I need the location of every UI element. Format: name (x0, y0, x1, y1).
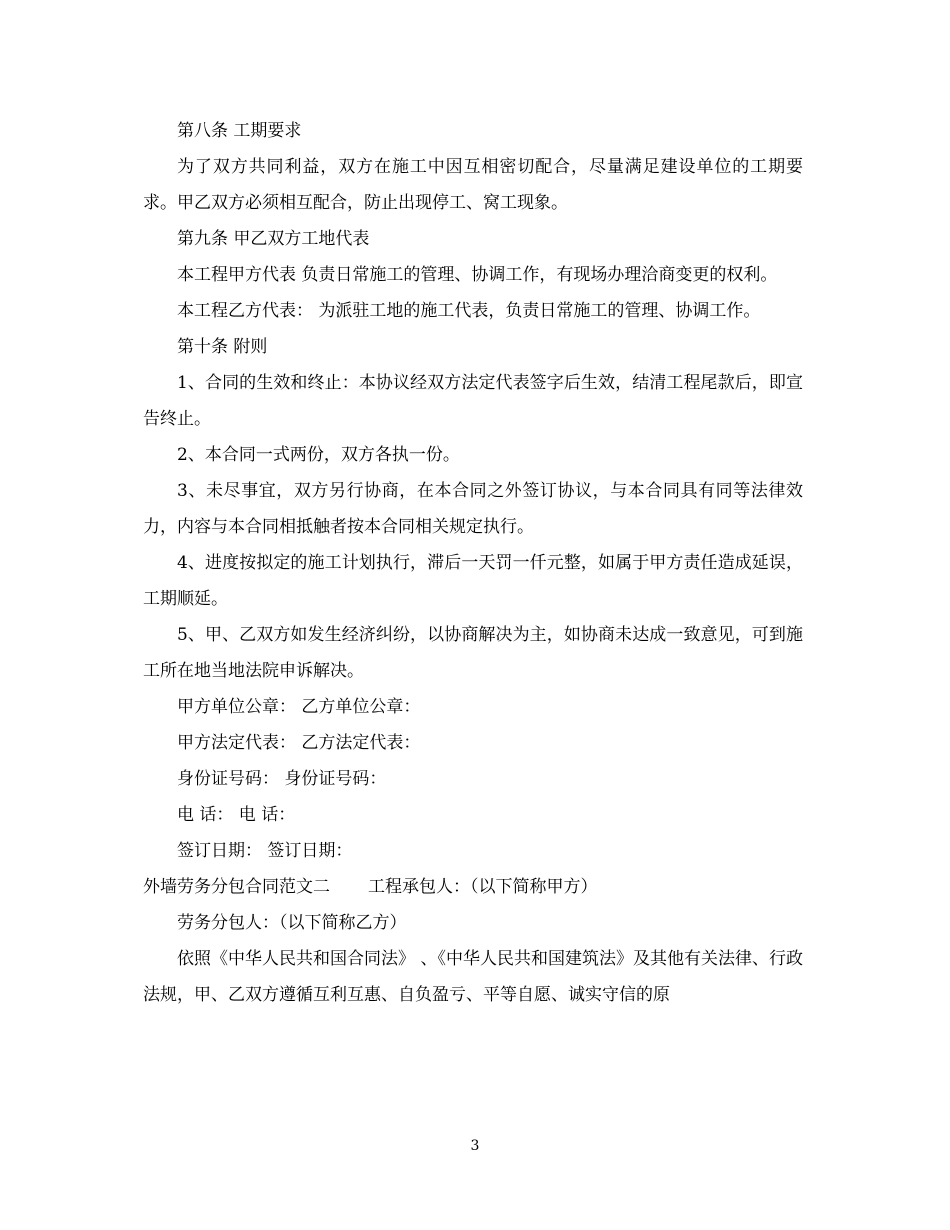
clause-3: 3、未尽事宜，双方另行协商，在本合同之外签订协议，与本合同具有同等法律效力，内容与本合同相抵触者按本合同相关规定执行。 (143, 481, 803, 537)
clause-5: 5、甲、乙双方如发生经济纠纷，以协商解决为主，如协商未达成一致意见，可到施工所在地当地法院申诉解决。 (143, 625, 803, 681)
article-10-title: 第十条 附则 (177, 337, 268, 357)
subcontractor-party-b: 劳务分包人：（以下简称乙方） (177, 913, 407, 933)
sample-two-title: 外墙劳务分包合同范文二 (143, 877, 330, 897)
article-9-title: 第九条 甲乙双方工地代表 (177, 229, 370, 249)
signature-seal-line: 甲方单位公章： 乙方单位公章： (177, 697, 421, 717)
article-9-party-a-rep: 本工程甲方代表 负责日常施工的管理、协调工作，有现场办理洽商变更的权利。 (177, 265, 778, 285)
signature-legal-rep-line: 甲方法定代表： 乙方法定代表： (177, 733, 421, 753)
signature-date-line: 签订日期： 签订日期： (177, 841, 353, 861)
article-9-party-b-rep: 本工程乙方代表： 为派驻工地的施工代表，负责日常施工的管理、协调工作。 (177, 301, 761, 321)
article-8-title: 第八条 工期要求 (177, 121, 302, 141)
clause-4: 4、进度按拟定的施工计划执行，滞后一天罚一仟元整，如属于甲方责任造成延误，工期顺延。 (143, 553, 803, 609)
clause-2: 2、本合同一式两份，双方各执一份。 (177, 445, 460, 465)
signature-phone-line: 电 话： 电 话： (177, 805, 296, 825)
contractor-party-a: 工程承包人：（以下简称甲方） (368, 877, 598, 897)
legal-basis-paragraph: 依照《中华人民共和国合同法》 、《中华人民共和国建筑法》及其他有关法律、行政法规，甲、乙双方遵循互利互惠、自负盈亏、平等自愿、诚实守信的原 (143, 949, 803, 1005)
article-8-text: 为了双方共同利益，双方在施工中因互相密切配合，尽量满足建设单位的工期要求。甲乙双方必须相互配合，防止出现停工、窝工现象。 (143, 157, 803, 213)
sample-two-heading-line (143, 869, 803, 905)
page-number: 3 (470, 1138, 480, 1154)
signature-id-line: 身份证号码： 身份证号码： (177, 769, 387, 789)
clause-1: 1、合同的生效和终止：本协议经双方法定代表签字后生效，结清工程尾款后，即宣告终止。 (143, 373, 803, 429)
document-body (143, 113, 803, 1013)
